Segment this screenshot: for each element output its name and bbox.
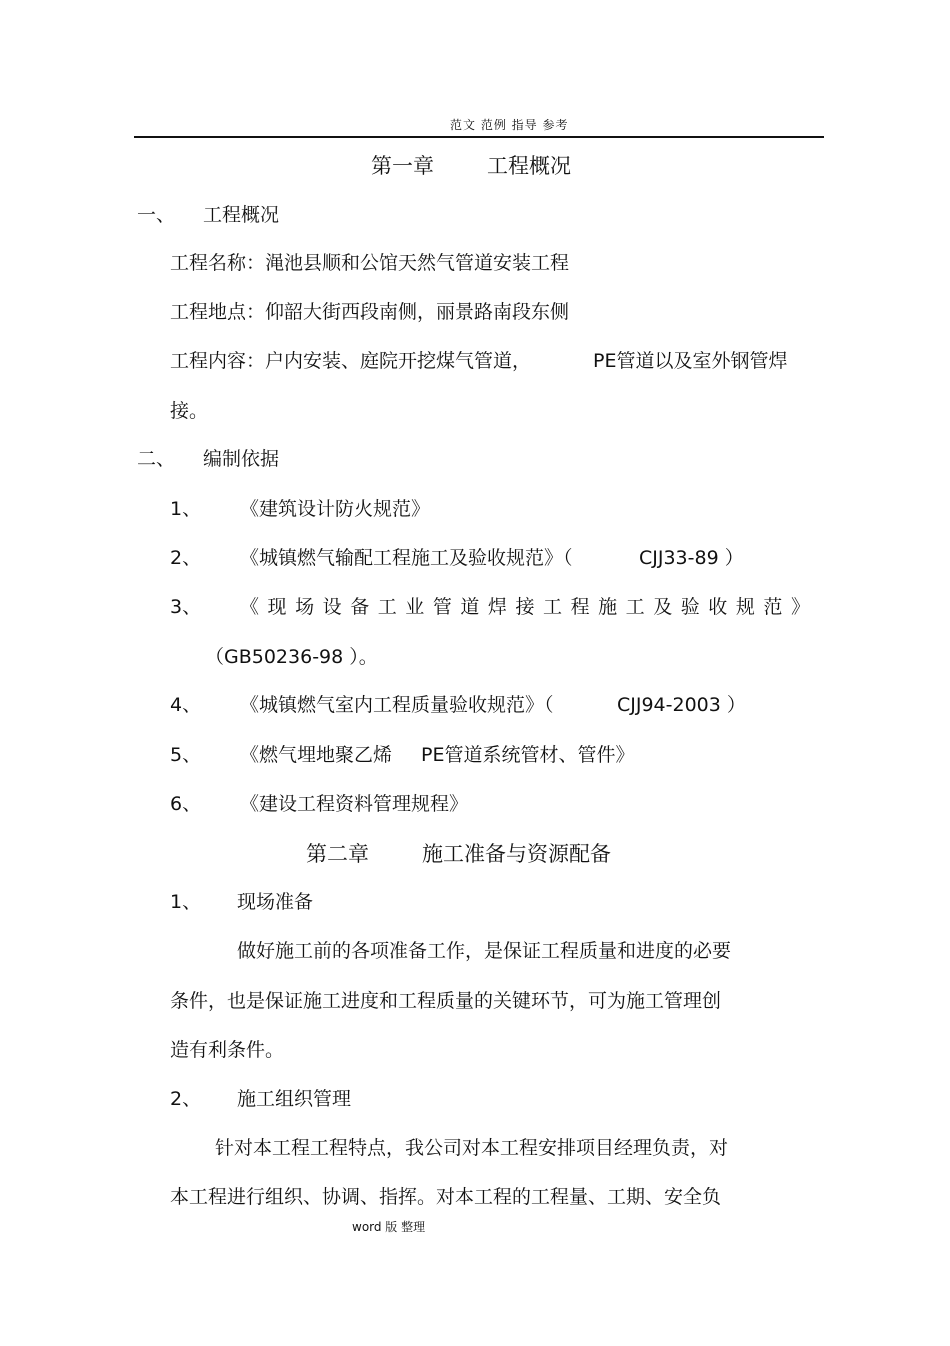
reference-char: 业 (405, 596, 425, 618)
page-header-text: 范文 范例 指导 参考 (450, 118, 569, 132)
reference-char: 规 (735, 596, 755, 618)
section2-marker: 二、 (137, 448, 176, 470)
reference-number: 4、 (170, 694, 202, 716)
reference-char: 及 (653, 596, 673, 618)
project-content-b: PE管道以及室外钢管焊 (593, 350, 788, 372)
reference-char: 现 (267, 596, 287, 618)
subsection-number: 2、 (170, 1088, 202, 1110)
reference-number: 1、 (170, 498, 202, 520)
paragraph-line: 针对本工程工程特点，我公司对本工程安排项目经理负责，对 (215, 1137, 729, 1159)
reference-char: 范 (763, 596, 783, 618)
project-location: 工程地点：仰韶大街西段南侧，丽景路南段东侧 (170, 301, 570, 323)
project-name: 工程名称：渑池县顺和公馆天然气管道安装工程 (170, 252, 570, 274)
reference-text: 《城镇燃气输配工程施工及验收规范》（ (240, 547, 573, 569)
reference-text-cont: （GB50236-98 ）。 (205, 646, 378, 668)
page-footer-text: word 版 整理 (352, 1220, 426, 1234)
reference-char: 程 (570, 596, 590, 618)
reference-text: 《城镇燃气室内工程质量验收规范》（ (240, 694, 554, 716)
paragraph-line: 造有利条件。 (170, 1039, 285, 1061)
reference-char: 焊 (487, 596, 507, 618)
subsection-title: 现场准备 (237, 891, 314, 913)
reference-code: PE管道系统管材、管件》 (421, 744, 635, 766)
project-content-a: 工程内容：户内安装、庭院开挖煤气管道， (170, 350, 532, 372)
reference-char: 场 (295, 596, 315, 618)
reference-char: 设 (322, 596, 342, 618)
chapter2-number: 第二章 (306, 842, 369, 866)
section1-marker: 一、 (137, 204, 176, 226)
reference-number: 6、 (170, 793, 202, 815)
subsection-number: 1、 (170, 891, 202, 913)
section1-title: 工程概况 (203, 204, 280, 226)
reference-char: 工 (543, 596, 563, 618)
paragraph-line: 条件，也是保证施工进度和工程质量的关键环节，可为施工管理创 (170, 990, 722, 1012)
chapter1-title: 工程概况 (487, 154, 571, 178)
subsection-title: 施工组织管理 (237, 1088, 352, 1110)
reference-text: 《建设工程资料管理规程》 (240, 793, 469, 815)
reference-char: 管 (432, 596, 452, 618)
reference-char: 《 (240, 596, 260, 618)
project-content-cont: 接。 (170, 400, 209, 422)
reference-char: 接 (515, 596, 535, 618)
reference-char: 收 (708, 596, 728, 618)
reference-char: 施 (598, 596, 618, 618)
paragraph-line: 本工程进行组织、协调、指挥。对本工程的工程量、工期、安全负 (170, 1186, 722, 1208)
reference-char: 备 (350, 596, 370, 618)
reference-char: 工 (377, 596, 397, 618)
chapter2-title: 施工准备与资源配备 (422, 842, 611, 866)
chapter1-number: 第一章 (371, 154, 434, 178)
header-rule (134, 136, 824, 138)
section2-title: 编制依据 (203, 448, 280, 470)
reference-char: 》 (790, 596, 810, 618)
reference-number: 5、 (170, 744, 202, 766)
reference-char: 工 (625, 596, 645, 618)
paragraph-line: 做好施工前的各项准备工作，是保证工程质量和进度的必要 (237, 940, 732, 962)
reference-number: 3、 (170, 596, 202, 618)
reference-code: CJJ94-2003 ） (617, 694, 746, 716)
reference-char: 道 (460, 596, 480, 618)
reference-text (240, 592, 810, 619)
reference-code: CJJ33-89 ） (639, 547, 744, 569)
reference-char: 验 (680, 596, 700, 618)
reference-text: 《燃气埋地聚乙烯 (240, 744, 393, 766)
reference-text: 《建筑设计防火规范》 (240, 498, 431, 520)
reference-number: 2、 (170, 547, 202, 569)
